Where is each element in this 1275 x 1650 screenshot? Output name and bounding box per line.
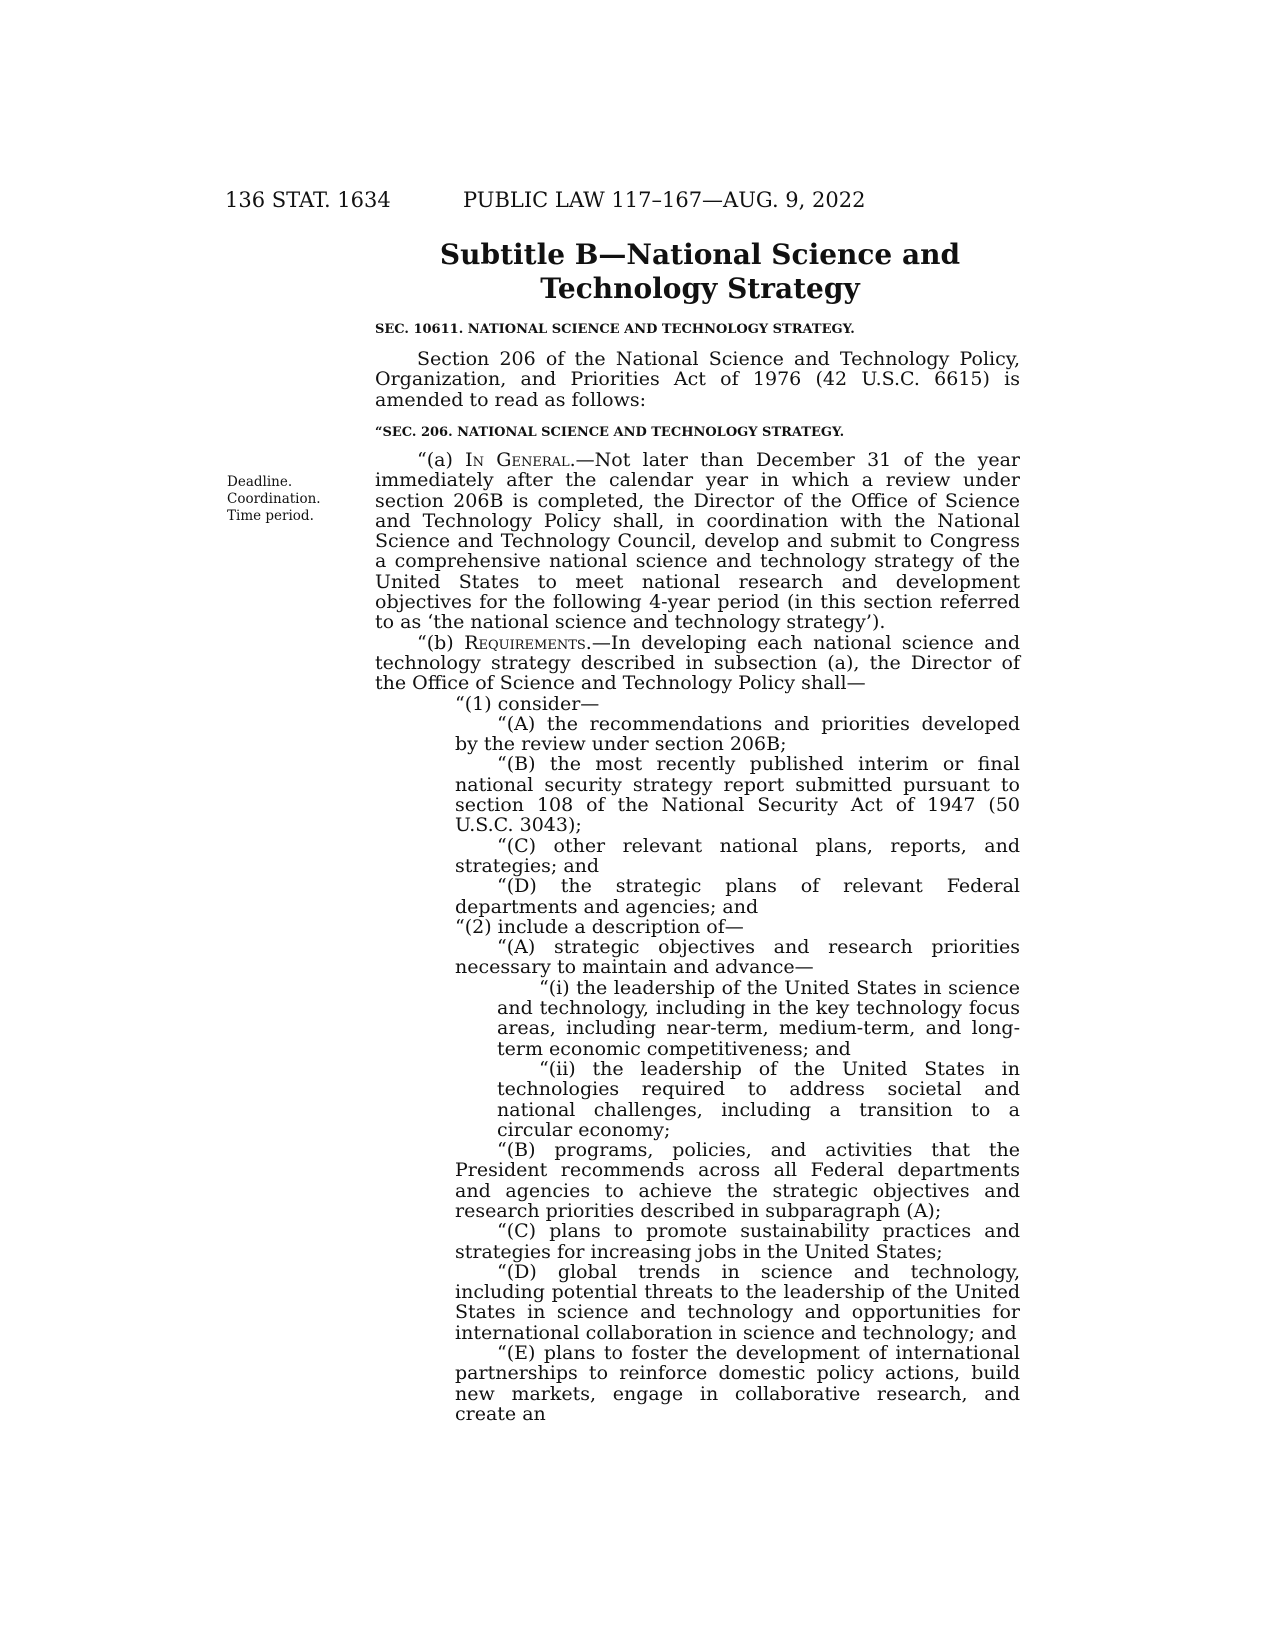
subsection-b-prefix: “(b) [417, 631, 465, 654]
section-10611-heading: SEC. 10611. NATIONAL SCIENCE AND TECHNOLOGY STRATEGY. [375, 322, 855, 337]
section-10611-text [375, 349, 1020, 410]
subsection-a-text: .—Not later than December 31 of the year immediately after the calendar year in which a review under section 206B is completed, the Director of the Office of Science and Technology Policy shall, in coordination with the National Science and Technology Council, develop and submit to Congress a comprehensive national science and technology strategy of the United States to meet national research and development objectives for the following 4-year period (in this section referred to as ‘the national science and technology strategy’). [375, 449, 1021, 634]
margin-note-coordination: Coordination. [227, 491, 321, 507]
subsection-b-label: Requirements [464, 631, 586, 654]
subtitle-line-2: Technology Strategy [540, 272, 860, 305]
section-206-heading: “SEC. 206. NATIONAL SCIENCE AND TECHNOLOGY STRATEGY. [375, 425, 845, 440]
margin-note-deadline: Deadline. [227, 474, 293, 490]
paragraph-1-B: “(B) the most recently published interim or final national security strategy report submitted pursuant to section 108 of the National Security Act of 1947 (50 U.S.C. 3043); [455, 753, 1020, 837]
paragraph-1-C: “(C) other relevant national plans, reports, and strategies; and [455, 834, 1020, 877]
paragraph-2: “(2) include a description of— [455, 915, 744, 938]
subsection-b-text: .—In developing each national science and technology strategy described in subsection (a), the Director of the Office of Science and Technology Policy shall— [375, 631, 1021, 695]
subtitle-heading [380, 238, 1020, 306]
paragraph-2-A-i: “(i) the leadership of the United States in science and technology, including in the key technology focus areas, including near-term, medium-term, and long-term economic competitiveness; and [497, 976, 1020, 1060]
margin-note-time-period: Time period. [227, 508, 314, 524]
subtitle-line-1: Subtitle B—National Science and [439, 238, 961, 271]
subsection-a-prefix: “(a) [417, 449, 466, 471]
paragraph-2-B: “(B) programs, policies, and activities that the President recommends across all Federal departments and agencies to achieve the strategic objectives and research priorities described in subparagraph (A); [455, 1139, 1020, 1222]
subsection-b [375, 633, 1020, 694]
section-206-body [375, 450, 1020, 1424]
paragraph-2-A: “(A) strategic objectives and research priorities necessary to maintain and advance— [455, 936, 1020, 979]
paragraph-2-D: “(D) global trends in science and technology, including potential threats to the leadership of the United States in science and technology and opportunities for international collaboration in science and technology; and [455, 1260, 1020, 1344]
public-law-header: PUBLIC LAW 117–167—AUG. 9, 2022 [463, 188, 866, 212]
paragraph-2-E: “(E) plans to foster the development of international partnerships to reinforce domestic policy actions, build new markets, engage in collaborative research, and create an [455, 1342, 1020, 1425]
paragraph-1-D: “(D) the strategic plans of relevant Federal departments and agencies; and [455, 875, 1020, 918]
subsection-a [375, 450, 1020, 633]
page-reference: 136 STAT. 1634 [225, 188, 391, 212]
paragraph-1-A: “(A) the recommendations and priorities developed by the review under section 206B; [455, 712, 1020, 756]
margin-notes [227, 474, 321, 525]
paragraph-2-A-ii: “(ii) the leadership of the United States in technologies required to address societal and national challenges, including a transition to a circular economy; [497, 1057, 1020, 1141]
subsection-a-label: In General [465, 449, 570, 471]
paragraph-1: “(1) consider— [455, 692, 600, 715]
amendment-paragraph: Section 206 of the National Science and Technology Policy, Organization, and Priorities Act of 1976 (42 U.S.C. 6615) is amended to read as follows: [375, 348, 1020, 411]
paragraph-2-C: “(C) plans to promote sustainability practices and strategies for increasing jobs in the United States; [455, 1220, 1020, 1263]
